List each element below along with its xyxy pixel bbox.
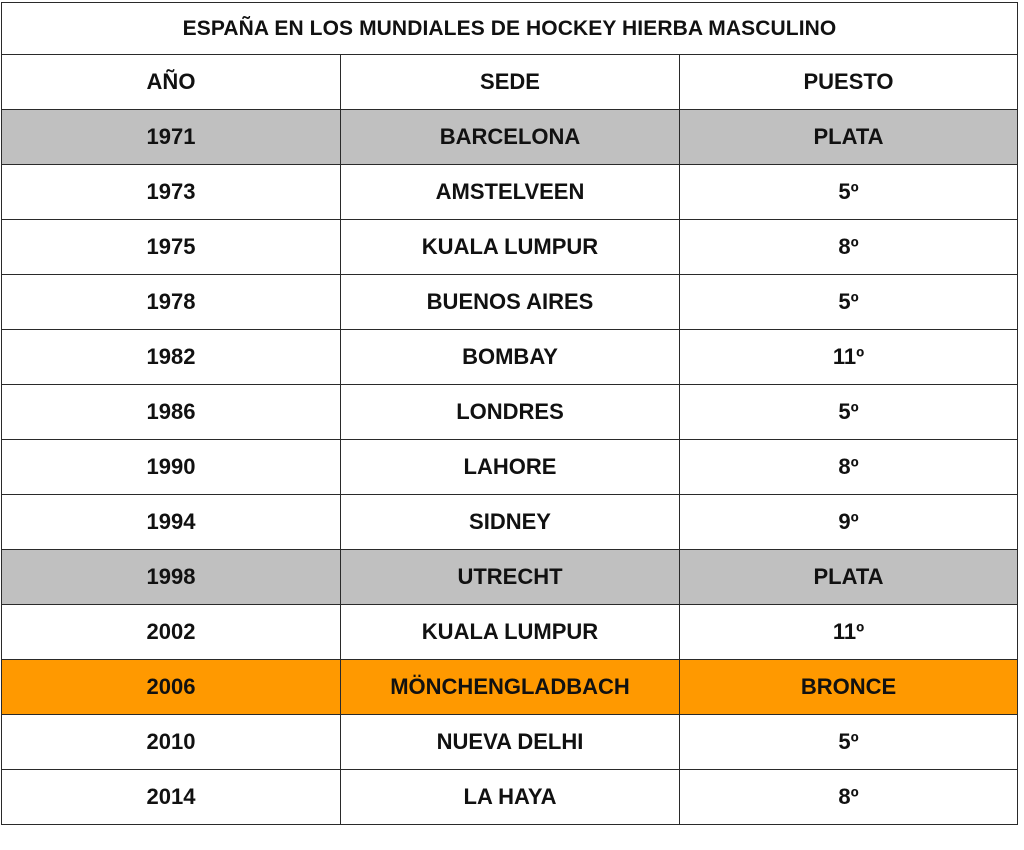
cell-venue: KUALA LUMPUR [341,220,680,275]
cell-year: 2006 [2,660,341,715]
header-venue: SEDE [341,55,680,110]
cell-venue: BUENOS AIRES [341,275,680,330]
cell-position: 5º [680,715,1018,770]
cell-position: PLATA [680,110,1018,165]
cell-year: 1971 [2,110,341,165]
cell-venue: MÖNCHENGLADBACH [341,660,680,715]
table-row [2,660,1018,715]
cell-venue: BOMBAY [341,330,680,385]
cell-year: 2002 [2,605,341,660]
table-row [2,495,1018,550]
cell-venue: AMSTELVEEN [341,165,680,220]
cell-position: 11º [680,605,1018,660]
table-row [2,770,1018,825]
cell-year: 1994 [2,495,341,550]
table-row [2,110,1018,165]
cell-position: 5º [680,385,1018,440]
header-row [2,55,1018,110]
table-row [2,275,1018,330]
cell-venue: LA HAYA [341,770,680,825]
table-row [2,330,1018,385]
cell-venue: BARCELONA [341,110,680,165]
results-table [1,2,1018,825]
cell-venue: UTRECHT [341,550,680,605]
cell-year: 1998 [2,550,341,605]
cell-venue: KUALA LUMPUR [341,605,680,660]
title-row [2,3,1018,55]
cell-position: 8º [680,770,1018,825]
cell-venue: LONDRES [341,385,680,440]
cell-year: 2010 [2,715,341,770]
header-year: AÑO [2,55,341,110]
table-row [2,385,1018,440]
cell-year: 2014 [2,770,341,825]
cell-position: 9º [680,495,1018,550]
cell-year: 1978 [2,275,341,330]
table-row [2,550,1018,605]
table-row [2,605,1018,660]
cell-position: 8º [680,440,1018,495]
table-row [2,440,1018,495]
cell-venue: LAHORE [341,440,680,495]
cell-position: BRONCE [680,660,1018,715]
table-title: ESPAÑA EN LOS MUNDIALES DE HOCKEY HIERBA MASCULINO [2,3,1018,55]
header-position: PUESTO [680,55,1018,110]
results-table-container [1,2,1017,825]
table-row [2,220,1018,275]
cell-position: 5º [680,165,1018,220]
cell-year: 1975 [2,220,341,275]
cell-year: 1982 [2,330,341,385]
cell-position: PLATA [680,550,1018,605]
cell-position: 5º [680,275,1018,330]
cell-year: 1990 [2,440,341,495]
table-body [2,110,1018,825]
cell-year: 1973 [2,165,341,220]
cell-year: 1986 [2,385,341,440]
table-row [2,715,1018,770]
cell-position: 8º [680,220,1018,275]
cell-position: 11º [680,330,1018,385]
cell-venue: NUEVA DELHI [341,715,680,770]
cell-venue: SIDNEY [341,495,680,550]
table-row [2,165,1018,220]
